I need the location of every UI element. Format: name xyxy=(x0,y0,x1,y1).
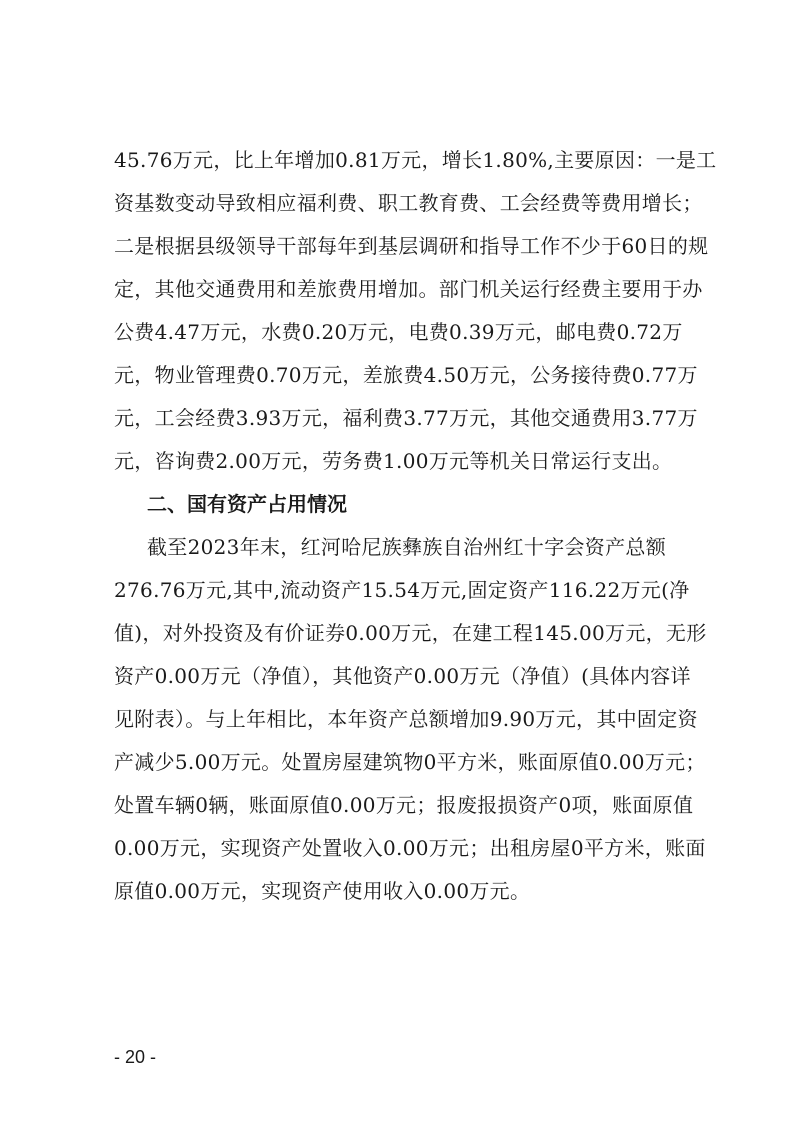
section-heading: 二、国有资产占用情况 xyxy=(147,492,347,516)
paragraph-line: 元，物业管理费0.70万元，差旅费4.50万元，公务接待费0.77万 xyxy=(114,363,698,387)
paragraph-line: 公费4.47万元，水费0.20万元，电费0.39万元，邮电费0.72万 xyxy=(114,320,683,344)
paragraph-line: 资产0.00万元（净值），其他资产0.00万元（净值）(具体内容详 xyxy=(114,664,691,688)
paragraph-line: 元，咨询费2.00万元，劳务费1.00万元等机关日常运行支出。 xyxy=(114,449,673,473)
paragraph-line: 资基数变动导致相应福利费、职工教育费、工会经费等费用增长； xyxy=(114,191,703,215)
paragraph-line: 见附表）。与上年相比，本年资产总额增加9.90万元，其中固定资 xyxy=(114,707,698,731)
paragraph-line: 处置车辆0辆，账面原值0.00万元；报废报损资产0项，账面原值 xyxy=(114,793,694,817)
paragraph-line: 截至2023年末，红河哈尼族彝族自治州红十字会资产总额 xyxy=(147,535,666,559)
paragraph-line: 定，其他交通费用和差旅费用增加。部门机关运行经费主要用于办 xyxy=(114,277,703,301)
paragraph-line: 值)，对外投资及有价证券0.00万元，在建工程145.00万元，无形 xyxy=(114,621,707,645)
paragraph-line: 0.00万元，实现资产处置收入0.00万元；出租房屋0平方米，账面 xyxy=(114,836,706,860)
paragraph-line: 原值0.00万元，实现资产使用收入0.00万元。 xyxy=(114,879,531,903)
paragraph-line: 45.76万元，比上年增加0.81万元，增长1.80%,主要原因：一是工 xyxy=(114,148,717,172)
page-number: - 20 - xyxy=(114,1047,157,1067)
paragraph-line: 二是根据县级领导干部每年到基层调研和指导工作不少于60日的规 xyxy=(114,234,709,258)
paragraph-line: 元，工会经费3.93万元，福利费3.77万元，其他交通费用3.77万 xyxy=(114,406,698,430)
paragraph-line: 276.76万元,其中,流动资产15.54万元,固定资产116.22万元(净 xyxy=(114,578,690,602)
paragraph-line: 产减少5.00万元。处置房屋建筑物0平方米，账面原值0.00万元； xyxy=(114,750,706,774)
